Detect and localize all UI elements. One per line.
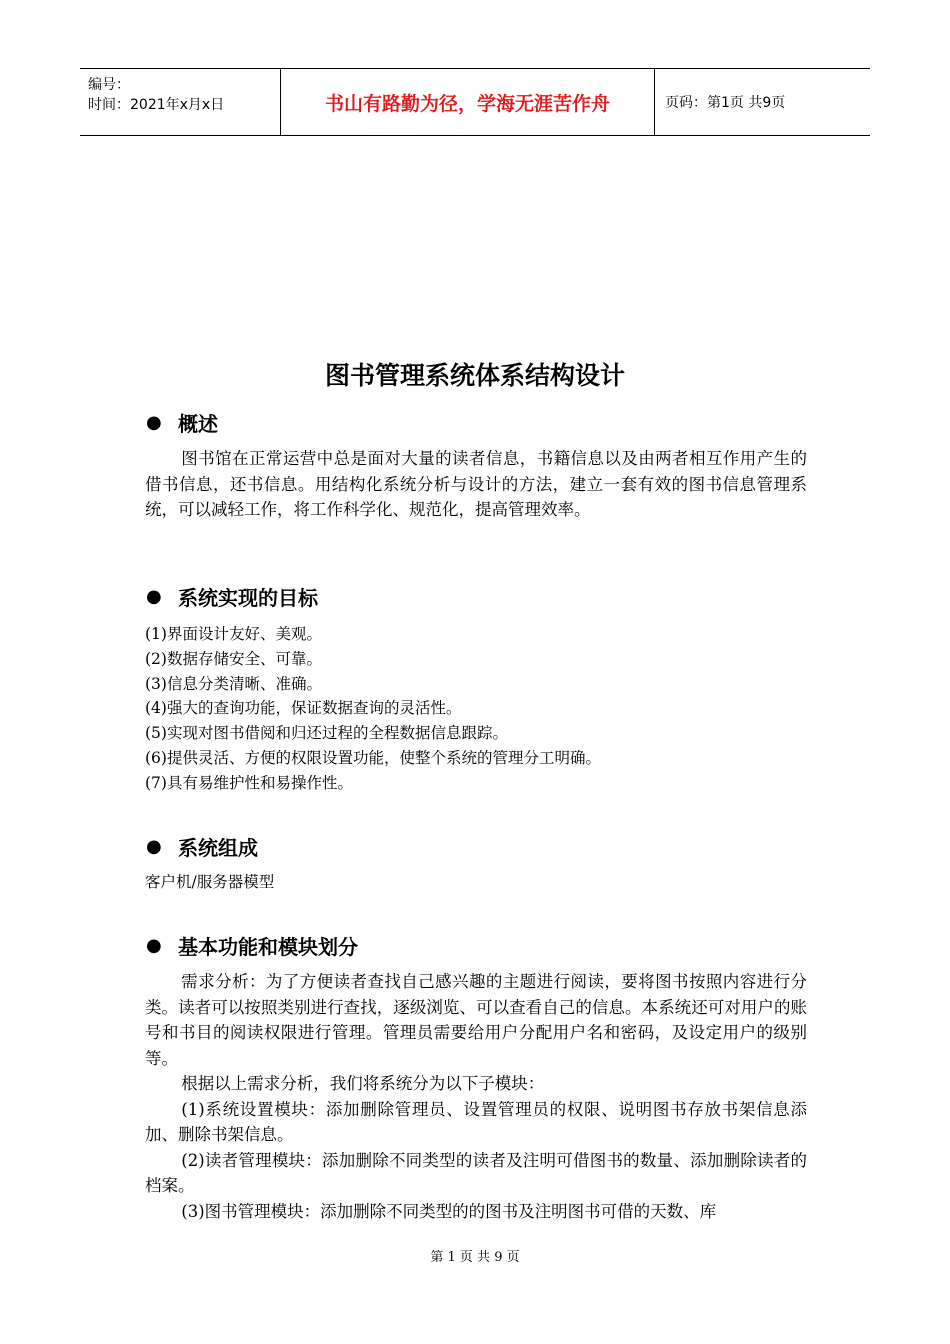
modules-body [145,969,807,1224]
list-item: (4)强大的查询功能，保证数据查询的灵活性。 [145,699,462,718]
list-item: (2)数据存储安全、可靠。 [145,649,322,668]
section-heading-text: 基本功能和模块划分 [178,935,358,959]
paragraph-text: (1)系统设置模块：添加删除管理员、设置管理员的权限、说明图书存放书架信息添加、删除书架信息。 [145,1099,807,1144]
page-footer: 第 1 页 共 9 页 [430,1250,520,1265]
bullet-icon: ● [146,935,162,956]
overview-paragraph [145,446,807,523]
bullet-icon: ● [146,836,162,857]
page-header [80,68,870,136]
paragraph-text: (2)读者管理模块：添加删除不同类型的读者及注明可借图书的数量、添加删除读者的档案。 [145,1150,807,1195]
paragraph-text: 根据以上需求分析，我们将系统分为以下子模块： [181,1074,545,1093]
section-heading-text: 概述 [178,412,218,436]
list-item: (6)提供灵活、方便的权限设置功能，使整个系统的管理分工明确。 [145,748,601,767]
header-page-info: 页码：第1页 共9页 [665,95,786,111]
section-heading-composition [146,832,258,861]
composition-text [145,870,807,895]
paragraph-text: (3)图书管理模块：添加删除不同类型的的图书及注明图书可借的天数、库 [181,1201,717,1221]
bullet-icon: ● [146,586,162,607]
section-heading-overview [146,408,218,437]
list-item: (3)信息分类清晰、准确。 [145,674,322,693]
bullet-icon: ● [146,412,162,433]
header-meta [80,69,280,135]
header-date-label: 时间：2021年x月x日 [88,97,225,113]
goals-list [145,622,807,796]
list-item: (5)实现对图书借阅和归还过程的全程数据信息跟踪。 [145,724,508,743]
header-motto: 书山有路勤为径，学海无涯苦作舟 [280,69,655,135]
section-heading-modules [146,931,358,960]
paragraph-text: 图书馆在正常运营中总是面对大量的读者信息，书籍信息以及由两者相互作用产生的借书信息，还书信息。用结构化系统分析与设计的方法，建立一套有效的图书信息管理系统，可以减轻工作，将工作科学化、规范化，提高管理效率。 [145,449,807,519]
document-title: 图书管理系统体系结构设计 [324,361,625,390]
paragraph-text: 客户机/服务器模型 [145,873,275,891]
paragraph-text: 需求分析：为了方便读者查找自己感兴趣的主题进行阅读，要将图书按照内容进行分类。读者可以按照类别进行查找，逐级浏览、可以查看自己的信息。本系统还可对用户的账号和书目的阅读权限进行管理。管理员需要给用户分配用户名和密码，及设定用户的级别等。 [145,972,807,1068]
header-number-label: 编号： [88,77,130,93]
section-heading-text: 系统组成 [178,836,258,860]
list-item: (7)具有易维护性和易操作性。 [145,773,353,792]
list-item: (1)界面设计友好、美观。 [145,625,322,643]
section-heading-text: 系统实现的目标 [178,586,318,610]
section-heading-goals [146,582,318,611]
